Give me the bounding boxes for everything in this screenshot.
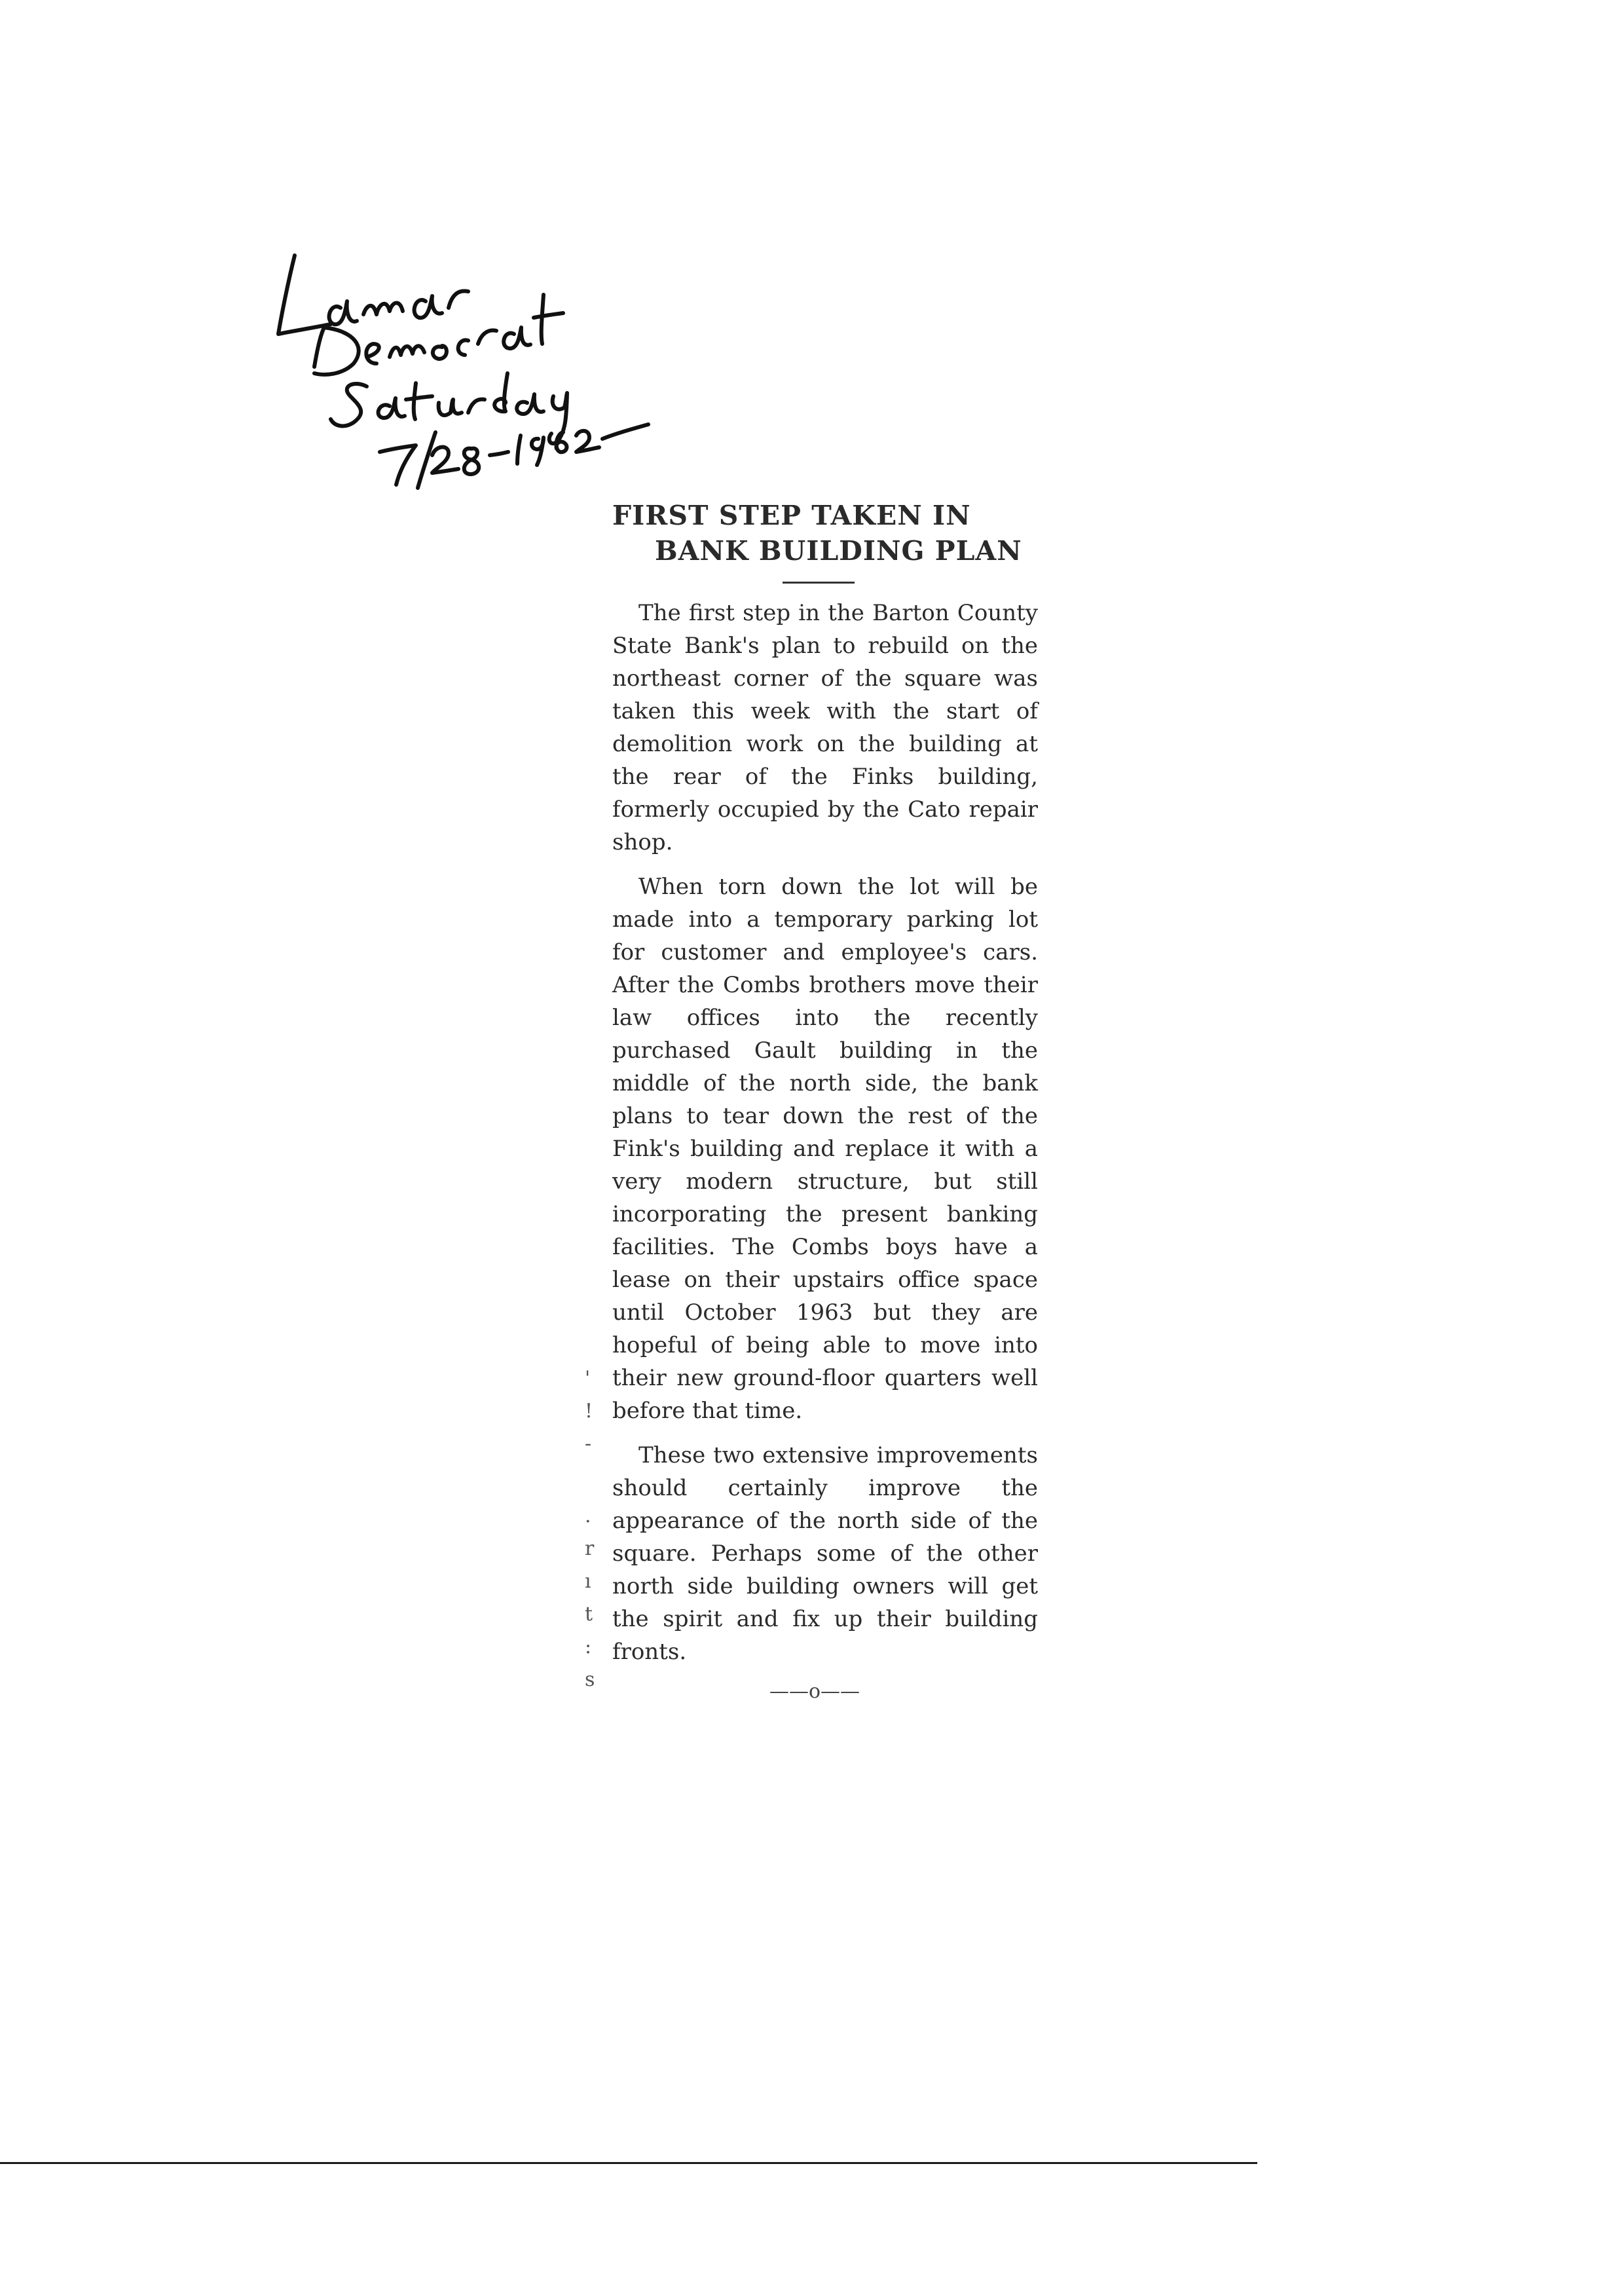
article-end-mark: ——o——: [769, 1680, 860, 1703]
article-body: [612, 597, 1038, 1668]
margin-remnants: [585, 1362, 604, 1696]
newspaper-clipping: [593, 498, 1051, 1703]
handwritten-note-drawing: [268, 216, 674, 491]
article-paragraph-3: These two extensive improvements should certainly improve the appearance of the north side of the square. Perhaps some of the other north side building owners will get the spirit and fix up their building fronts.: [612, 1442, 1038, 1665]
article-headline: [593, 498, 1051, 569]
margin-mark: :: [585, 1635, 592, 1658]
handwritten-note: [268, 216, 674, 491]
margin-mark: -: [585, 1432, 592, 1455]
margin-mark: ': [585, 1367, 591, 1390]
headline-line-1: FIRST STEP TAKEN IN: [612, 500, 971, 531]
margin-mark: r: [585, 1537, 595, 1560]
margin-mark: s: [585, 1668, 595, 1691]
article-paragraph-1: The first step in the Barton County State Bank's plan to rebuild on the northeast corner of the square was taken this week with the start of demolition work on the building at the rear of the Finks building, formerly occupied by the Cato repair shop.: [612, 600, 1038, 855]
headline-divider: [783, 582, 855, 584]
margin-mark: t: [585, 1603, 593, 1626]
scan-edge-line: [0, 2162, 1257, 2164]
article-paragraph-2: When torn down the lot will be made into a temporary parking lot for customer and employee's cars. After the Combs brothers move their law offices into the recently purchased Gault building in the middle of the north side, the bank plans to tear down the rest of the Fink's building and replace it with a very modern structure, but still incorporating the present banking facilities. The Combs boys have a lease on their upstairs office space until October 1963 but they are hopeful of being able to move into their new ground-floor quarters well before that time.: [612, 874, 1038, 1424]
margin-mark: !: [585, 1400, 593, 1423]
margin-mark: .: [585, 1504, 591, 1527]
margin-mark: ı: [585, 1570, 591, 1593]
headline-line-2: BANK BUILDING PLAN: [655, 535, 1022, 567]
